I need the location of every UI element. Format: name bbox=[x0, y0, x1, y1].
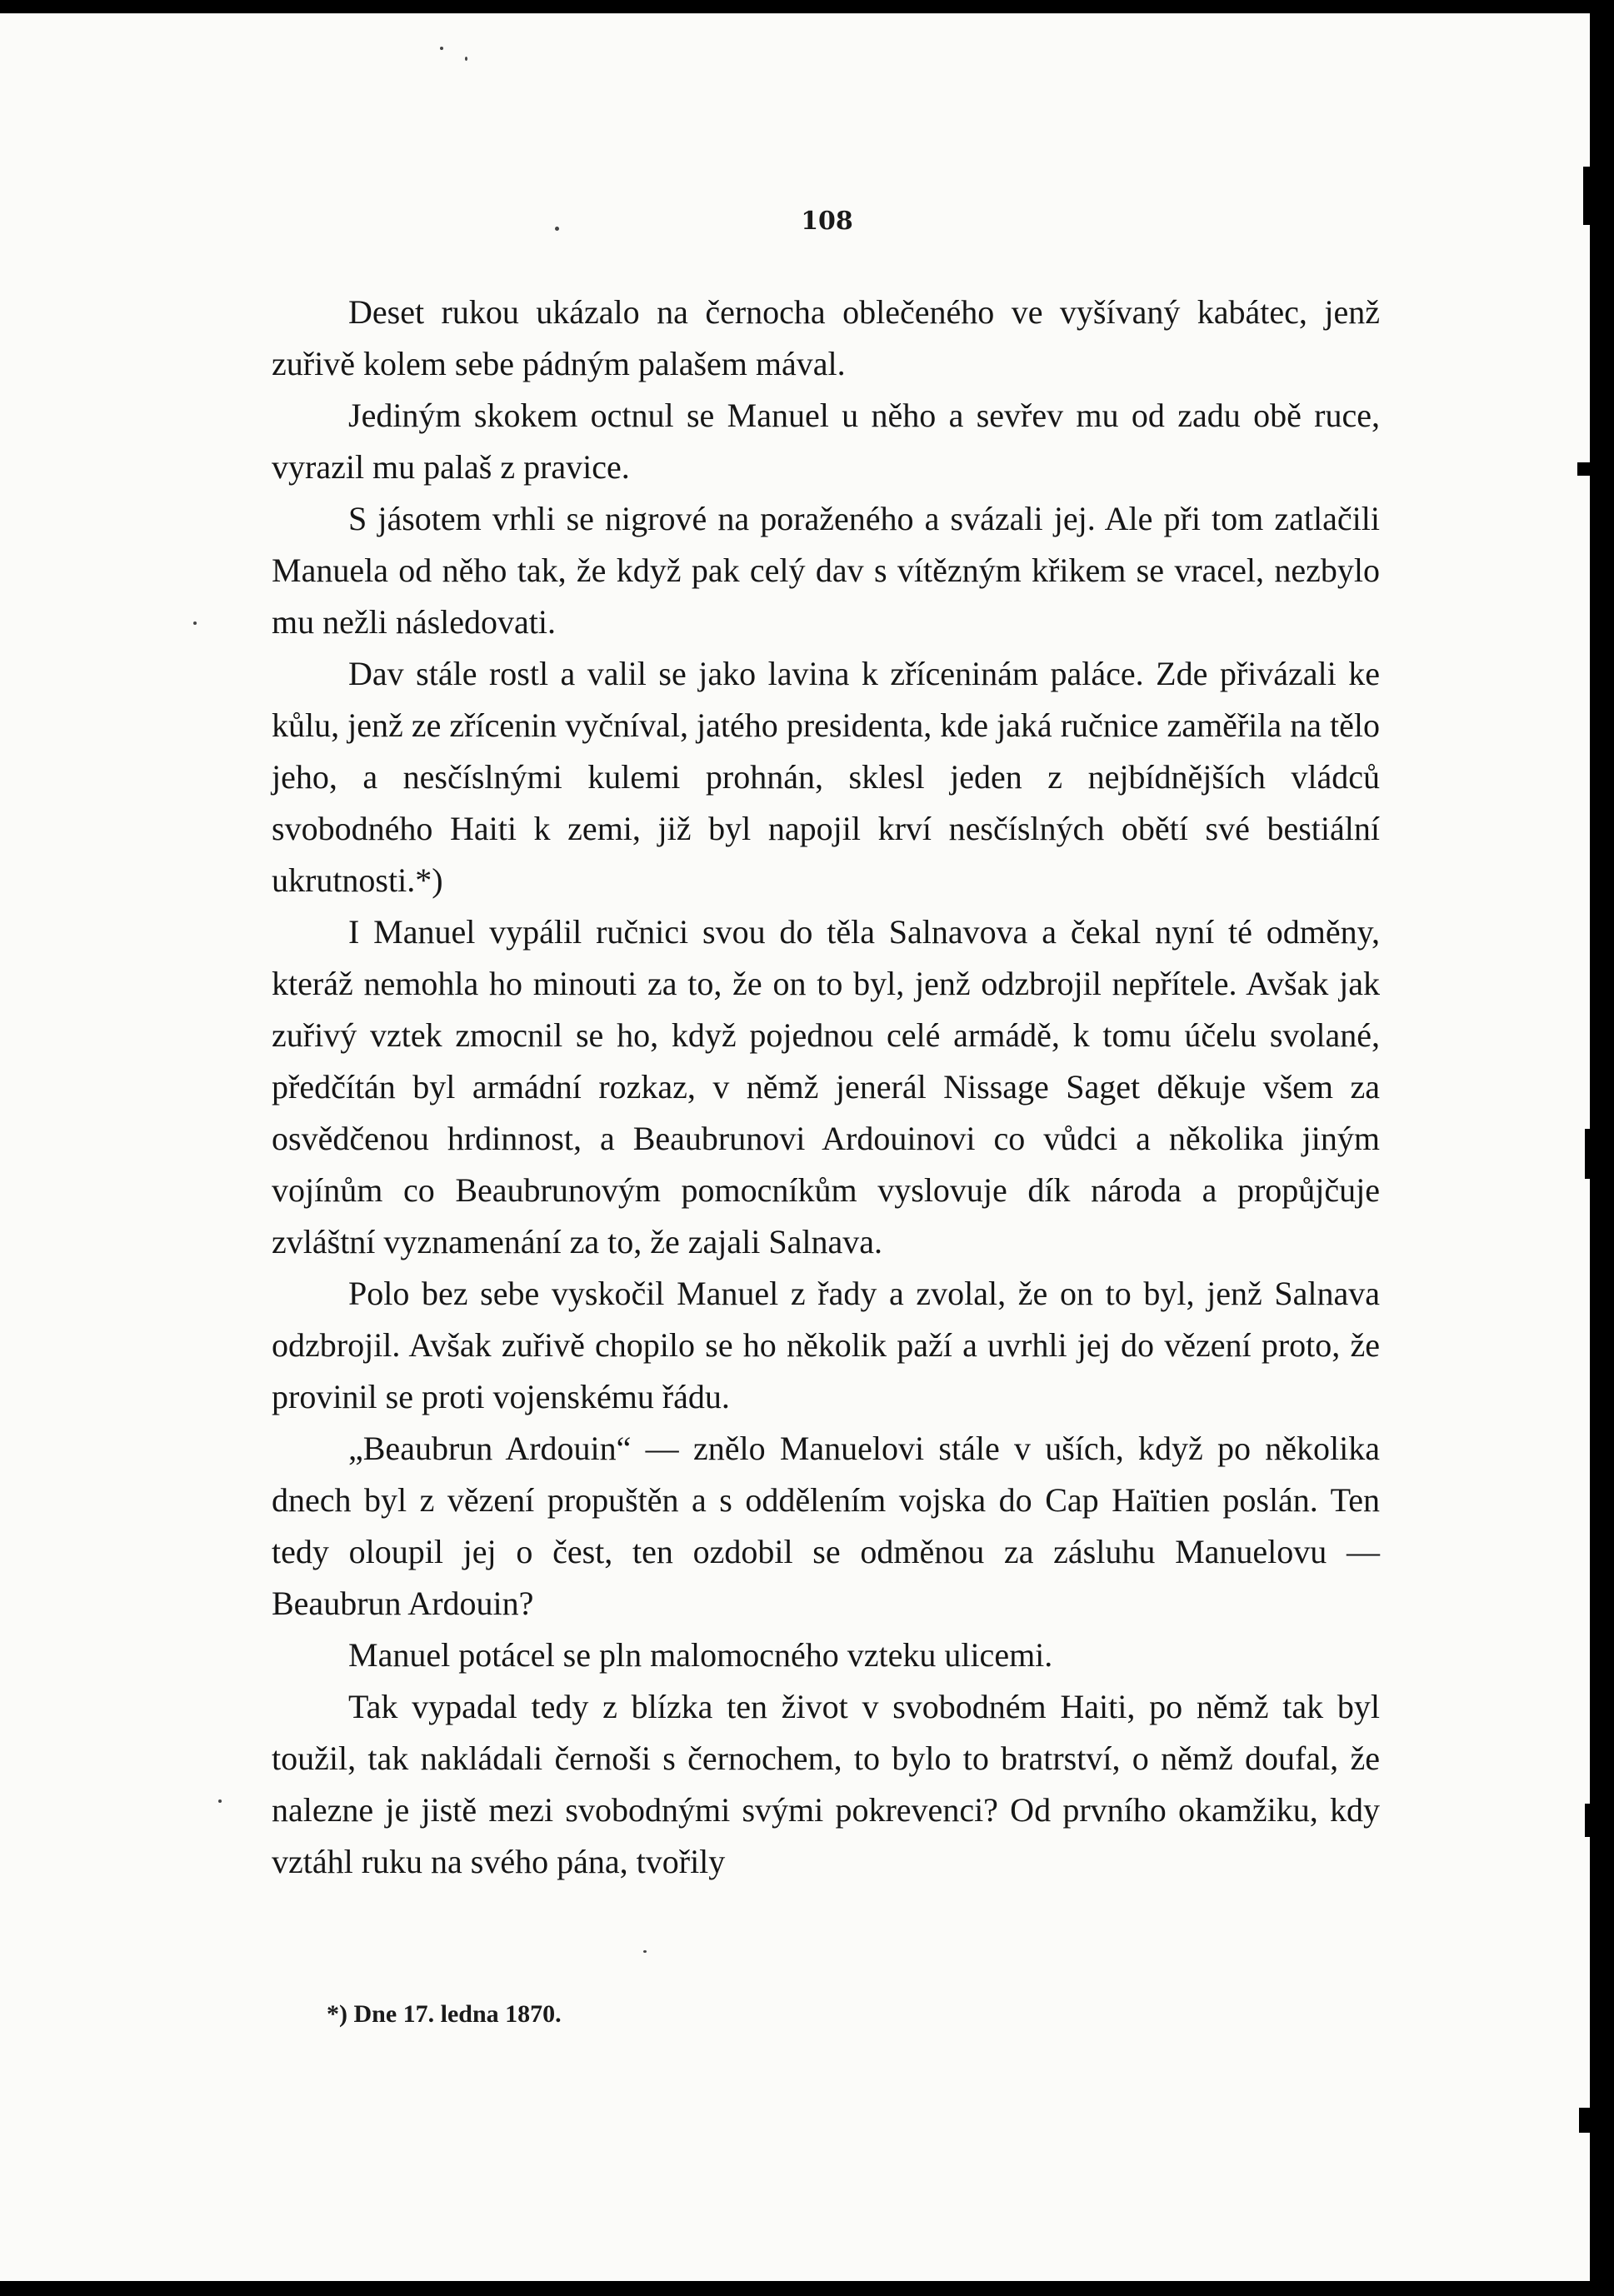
scan-speck bbox=[193, 621, 197, 625]
paragraph: „Beaubrun Ardouin“ — znělo Manuelovi stále v uších, když po několika dnech byl z vězení propuštěn a s oddělením vojska do Cap Haïtien poslán. Ten tedy oloupil jej o čest, ten ozdobil se odměnou za zásluhu Manuelovu — Beaubrun Ardouin? bbox=[272, 1430, 1380, 1622]
book-page bbox=[0, 13, 1590, 2281]
scan-border-mark bbox=[1577, 462, 1596, 476]
body-text bbox=[272, 287, 1380, 1888]
scan-border bbox=[1590, 0, 1614, 2296]
page-number: 108 bbox=[801, 207, 853, 236]
scan-speck bbox=[643, 1950, 647, 1953]
paragraph: Manuel potácel se pln malomocného vzteku ulicemi. bbox=[348, 1636, 1053, 1674]
scan-border-mark bbox=[1583, 167, 1595, 225]
paragraph: Jediným skokem octnul se Manuel u něho a sevřev mu od zadu obě ruce, vyrazil mu palaš z pravice. bbox=[272, 397, 1380, 486]
scan-border-mark bbox=[1585, 1129, 1593, 1179]
footnote: *) Dne 17. ledna 1870. bbox=[327, 2000, 562, 2028]
scan-speck bbox=[465, 57, 467, 61]
scan-speck bbox=[440, 47, 443, 50]
paragraph: I Manuel vypálil ručnici svou do těla Salnavova a čekal nyní té odměny, kteráž nemohla ho minouti za to, že on to byl, jenž odzbrojil nepřítele. Avšak jak zuřivý vztek zmocnil se ho, když pojednou celé armádě, k tomu účelu svolané, předčítán byl armádní rozkaz, v němž jenerál Nissage Saget děkuje všem za osvědčenou hrdinnost, a Beaubrunovi Ardouinovi co vůdci a několika jiným vojínům co Beaubrunovým pomocníkům vyslovuje dík národa a propůjčuje zvláštní vyznamenání za to, že zajali Salnava. bbox=[272, 913, 1380, 1260]
scan-speck bbox=[555, 227, 559, 231]
paragraph: Tak vypadal tedy z blízka ten život v svobodném Haiti, po němž tak byl toužil, tak nakládali černoši s černochem, to bylo to bratrství, o němž doufal, že nalezne je jistě mezi svobodnými svými pokrevenci? Od prvního okamžiku, kdy vztáhl ruku na svého pána, tvořily bbox=[272, 1688, 1380, 1880]
paragraph: Polo bez sebe vyskočil Manuel z řady a zvolal, že on to byl, jenž Salnava odzbrojil. Avšak zuřivě chopilo se ho několik paží a uvrhli jej do vězení proto, že provinil se proti vojenskému řádu. bbox=[272, 1275, 1380, 1415]
paragraph: Dav stále rostl a valil se jako lavina k zříceninám paláce. Zde přivázali ke kůlu, jenž ze zřícenin vyčníval, jatého presidenta, kde jaká ručnice zaměřila na tělo jeho, a nesčíslnými kulemi prohnán, sklesl jeden z nejbídnějších vládců svobodného Haiti k zemi, již byl napojil krví nesčíslných obětí své bestiální ukrutnosti.*) bbox=[272, 655, 1380, 899]
paragraph: Deset rukou ukázalo na černocha oblečeného ve vyšívaný kabátec, jenž zuřivě kolem sebe pádným palašem mával. bbox=[272, 293, 1380, 382]
scan-border-mark bbox=[1579, 2108, 1591, 2133]
paragraph: S jásotem vrhli se nigrové na poraženého a svázali jej. Ale při tom zatlačili Manuela od něho tak, že když pak celý dav s vítězným křikem se vracel, nezbylo mu nežli následovati. bbox=[272, 500, 1380, 641]
scan-speck bbox=[218, 1799, 222, 1803]
scan-border-mark bbox=[1585, 1804, 1593, 1837]
